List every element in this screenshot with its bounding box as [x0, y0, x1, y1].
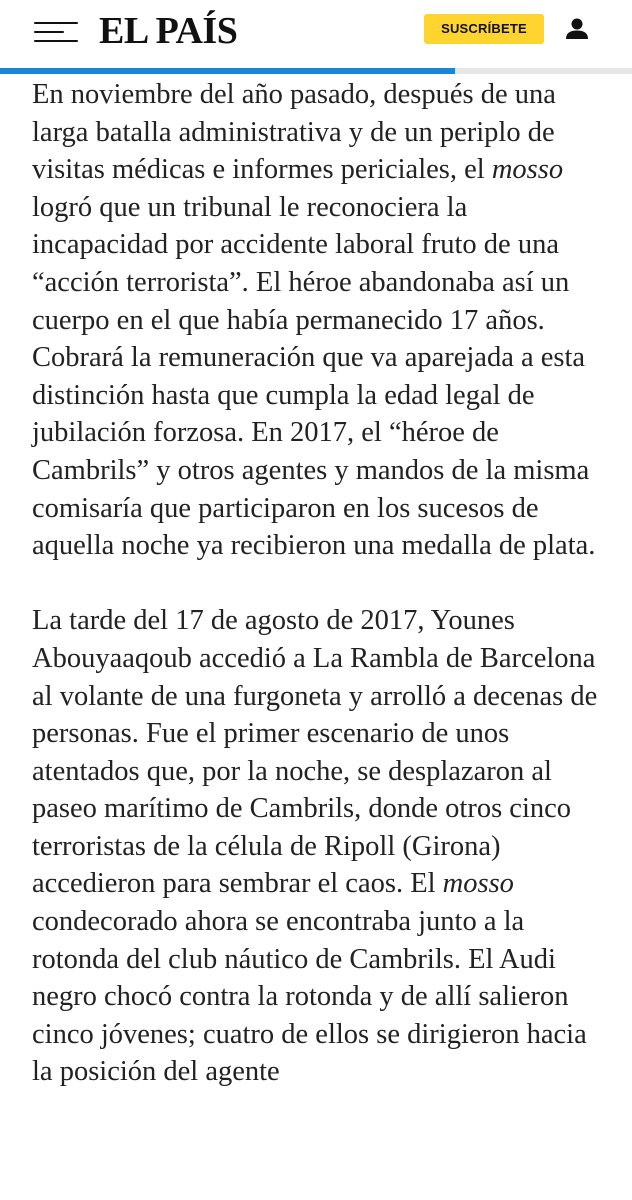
top-bar — [0, 0, 632, 68]
paragraph-text: En noviembre del año pasado, después de una larga batalla administrativa y de un periplo de visitas médicas e informes periciales, el — [32, 79, 556, 186]
italic-term: mosso — [442, 868, 514, 900]
user-icon-graphic — [562, 14, 592, 44]
reading-progress-bar — [0, 68, 632, 74]
italic-term: mosso — [491, 154, 564, 186]
menu-line — [34, 40, 78, 42]
reading-progress-fill — [0, 68, 455, 74]
paragraph-text: logró que un tribunal le reconociera la incapacidad por accidente laboral fruto de una “acción terrorista”. El héroe abandonaba así un cuerpo en el que había permanecido 17 años. Cobrará la remuneración que va aparejada a esta distinción hasta que cumpla la edad legal de jubilación forzosa. En 2017, el “héroe de Cambrils” y otros agentes y mandos de la misma comisaría que participaron en los sucesos de aquella noche ya recibieron una medalla de plata. — [32, 191, 596, 562]
menu-line — [34, 31, 64, 33]
hamburger-menu-icon[interactable] — [30, 14, 82, 48]
article-body — [32, 76, 607, 1091]
menu-line — [34, 22, 78, 24]
paragraph-text: condecorado ahora se encontraba junto a la rotonda del club náutico de Cambrils. El Audi negro chocó contra la rotonda y de allí salieron cinco jóvenes; cuatro de ellos se dirigieron hacia la posición del agente — [32, 906, 587, 1088]
article-paragraph — [32, 76, 607, 565]
site-logo[interactable]: EL PAÍS — [99, 10, 238, 52]
paragraph-text: La tarde del 17 de agosto de 2017, Younes Abouyaaqoub accedió a La Rambla de Barcelona al volante de una furgoneta y arrolló a decenas de personas. Fue el primer escenario de unos atentados que, por la noche, se desplazaron al paseo marítimo de Cambrils, donde otros cinco terroristas de la célula de Ripoll (Girona) accedieron para sembrar el caos. El — [32, 605, 598, 900]
subscribe-button[interactable]: SUSCRÍBETE — [424, 14, 544, 44]
article-paragraph — [32, 602, 607, 1091]
user-icon[interactable] — [562, 14, 592, 44]
